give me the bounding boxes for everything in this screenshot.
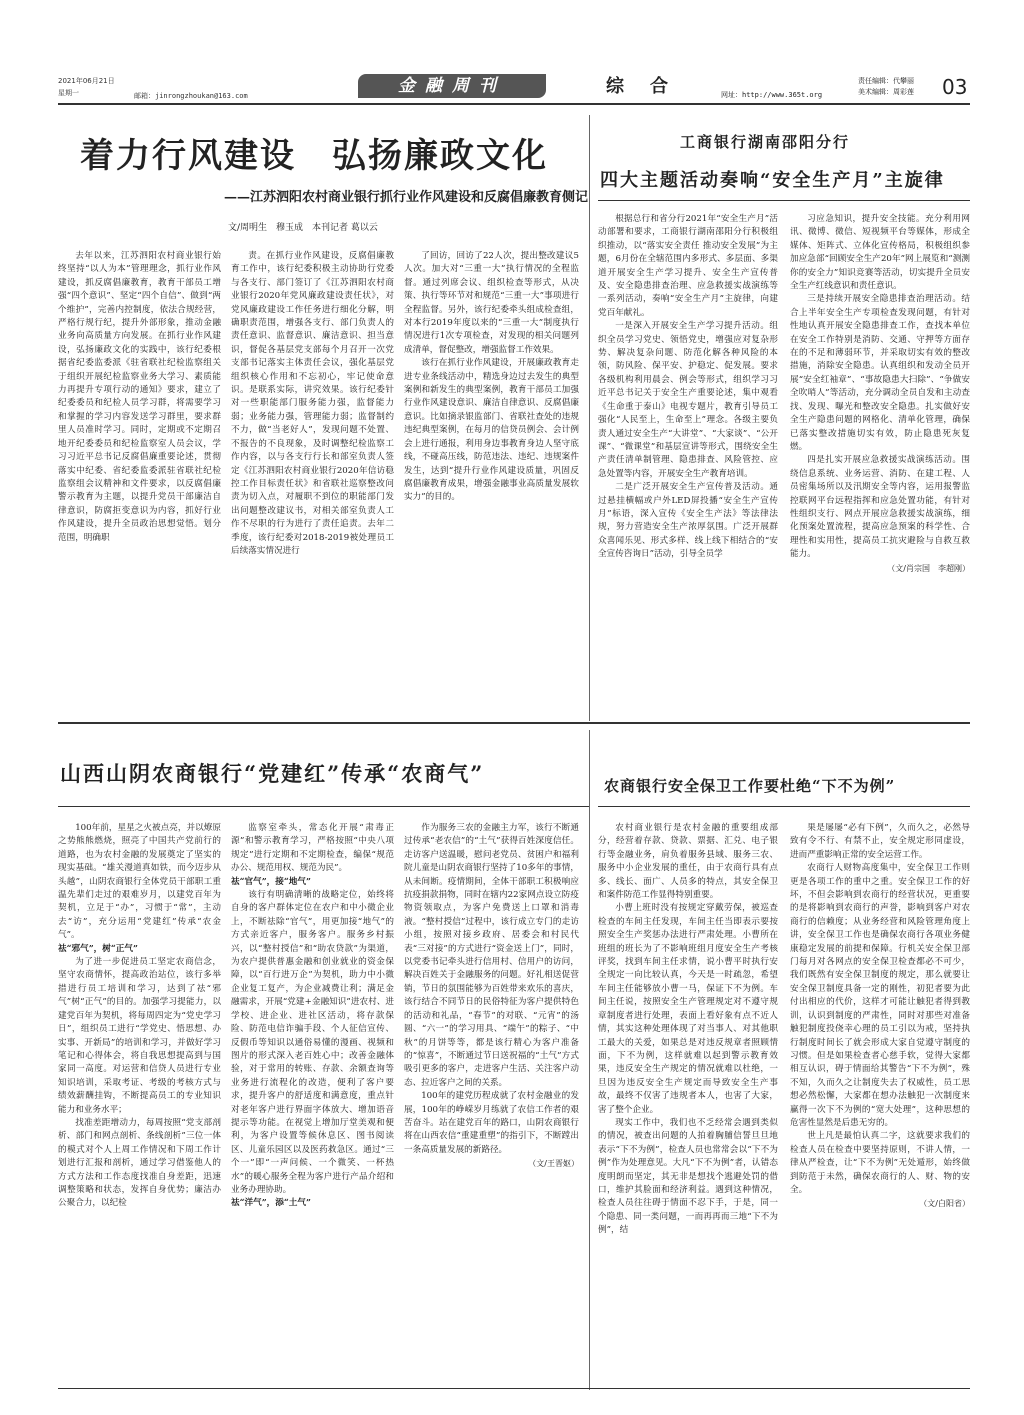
article1-column-2: 责。在抓行业作风建设，反腐倡廉教育工作中，该行纪委积极主动协助行党委与各支行、部门签订了《江苏泗阳农村商业银行2020年党风廉政建设责任状》，对党风廉政建设工作任务进行细化分解，明确职责范围，增强各支行、部门负责人的责任意识、监督意识、廉洁意识、担当意识，督促各基层党支部每个月召开一次党支部书记落实主体责任会议，强化基层党组织核心作用和不忘初心，牢记使命意识。是联系实际，讲究效果。该行纪委针对一些职能部门服务能力强，监督能力弱；业务能力强，管理能力弱；监督制约不力，做“当老好人”，发现问题不处置、不报告的不良现象，及时调整纪检监察工作内容，以与各支行行长和部室负责人签定《江苏泗阳农村商业银行2020年信访稳控工作目标责任状》和省联社巡察整改问责为切入点，对履职不到位的职能部门发出问题整改建议书，对相关部室负责人工作不尽职的行为进行了责任追责。去年二季度，该行纪委对2018-2019被处理员工后续落实情况进行: [231, 251, 394, 556]
footer-rule: [58, 1388, 970, 1389]
article1-subtitle: ——江苏泗阳农村商业银行抓行业作风建设和反腐倡廉教育侧记: [224, 190, 589, 205]
article3-column-2: 监察室牵头，常态化开展“肃毒正源”和警示教育学习，严格按照“中央八项规定”进行定期和不定期检查，编保“规范办公、规范用权、规范为民”。 祛“官气”，接“地气” 该行有明确清晰的战略定位，始终将自身的客户群体定位在农户和中小微企业上，不断祛除“官气”，用更加接“地气”的方式亲近客户，服务客户。服务乡村振兴，以“整村授信”和“助农贷款”为渠道，为农户提供普惠金融和创业就业的资金保障，以“百行进万企”为契机，助力中小微企业复工复产，为企业减费让利；满足金融需求，开展“党建+金融知识”进农村、进学校、进企业、进社区活动，将存款保险、防范电信诈骗手段、个人征信宣传、反假币等知识以通俗易懂的漫画、视频和图片的形式深入老百姓心中；改善金融体验，对于常用的转账、存款、余额查询等业务进行流程化的改造，便利了客户要求，提升客户的舒适度和满意度，重点针对老年客户进行界面字体放大、增加语音提示等功能。在视觉上增加厅堂美观和便利，为客户设置等候休息区、图书阅读区、儿童乐园区以及医药救急区。通过“三个一”即“一声问候、一个微笑、一杯热水”的暖心服务全程为客户进行产品介绍和业务办理协助。 祛“洋气”，添“土气”: [231, 822, 394, 1382]
editor-name: 责任编辑：代攀丽: [858, 77, 914, 85]
article3-column-1: 100年前，星星之火被点亮，并以燎原之势熊熊燃烧，照亮了中国共产党前行的道路，也为农村金融的发展奠定了坚实的现实基础。“雄关漫道真如铁，而今迈步从头越”，山阴农商银行全体党员干部职工重温先辈们走过的艰难岁月，以建党百年为契机，立足于“办”，习惯于“常”，主动去“访”，充分运用“党建红”传承“农金气”。 祛“邪气”，树“正气” 为了进一步促进员工坚定农商信念，坚守农商情怀，提高政治站位，该行多举措进行员工培训和学习，达到了祛“邪气”树“正气”的目的。加强学习提能力，以建党百年为契机，将每周四定为“党史学习日”，组织员工进行“学党史、悟思想、办实事、开新局”的培训和学习，并做好学习笔记和心得体会，将自我思想提高到与国家同一高度。对运营和信贷人员进行专业知识培训，采取考证、考级的考核方式与绩效薪酬挂钩，不断提高员工的专业知识能力和业务水平； 找准差距增动力，每周按照“党支部剖析、部门和网点剖析、条线剖析”三位一体的模式对个人上周工作情况和下周工作计划进行汇报和剖析，通过学习借鉴他人的方式方法和工作态度找准自身差距，迅速调整策略和状态，发挥自身优势；廉洁办公聚合力，以纪检: [58, 823, 221, 1209]
page-header: [58, 74, 970, 102]
article2-title-line2: 四大主题活动奏响“安全生产月”主旋律: [600, 170, 945, 191]
article1-title: 着力行风建设 弘扬廉政文化: [80, 136, 548, 176]
article3-subheading-3: 祛“洋气”，添“土气”: [231, 1198, 311, 1209]
article4-title-rule: [598, 806, 970, 807]
article2-column-1: 根据总行和省分行2021年“安全生产月”活动部署和要求，工商银行湖南邵阳分行积极组织推动，以“落实安全责任 推动安全发展”为主题，6月份在全辖范围内多形式、多层面、多渠道开展安全生产学习提升、安全生产宣传普及、安全隐患排查治理、应急救援实战演练等一系列活动，奏响“安全生产月”主旋律，向建党百年献礼。 一是深入开展安全生产学习提升活动。组织全员学习党史、领悟党史，增强应对复杂形势、解决复杂问题、防范化解各种风险的本领，防风险、保平安、护稳定、促发展。要求各级机构利用晨会、例会等形式，组织学习习近平总书记关于安全生产重要论述，集中观看《生命重于泰山》电视专题片，教育引导员工强化“人民至上，生命至上”理念。各级主要负责人通过安全生产“大讲堂”、“大家谈”、“公开课”、“微课堂”和基层宣讲等形式，围绕安全生产责任清单制管理、隐患排查、风险管控、应急处置等内容，开展安全生产教育培训。 二是广泛开展安全生产宣传普及活动。通过悬挂横幅或户外LED屏投播“安全生产宣传月”标语，深入宣传《安全生产法》等法律法规，努力营造安全生产浓厚氛围。广泛开展群众喜闻乐见、形式多样、线上线下相结合的“安全宣传咨询日”活动，引导全员学: [598, 214, 778, 560]
article2-title-rule: [598, 200, 970, 201]
page-number: 03: [942, 75, 968, 99]
article2-signature: （文/肖宗国 李超刚）: [887, 563, 970, 573]
art-editor-name: 美术编辑：周彩莲: [858, 88, 914, 96]
issue-weekday: 星期一: [58, 89, 79, 97]
article3-title: 山西山阴农商银行“党建红”传承“农商气”: [60, 761, 485, 786]
column-divider: [589, 115, 590, 721]
article4-signature: （文/白阳省）: [919, 1199, 970, 1209]
article2-column-2: 习应急知识，提升安全技能。充分利用网讯、微博、微信、短视频平台等媒体，形成全媒体、矩阵式、立体化宣传格局，积极组织参加应急部“回顾安全生产20年”网上展览和“测测你的安全力”知识竞赛等活动，切实提升全员安全生产红线意识和责任意识。 三是持续开展安全隐患排查治理活动。结合上半年安全生产专项检查发现问题，有针对性地认真开展安全隐患排查工作，查找本单位在安全工作特别是消防、交通、守押等方面存在的不足和薄弱环节，并采取切实有效的整改措施，消除安全隐患。认真组织和发动全员开展“安全红袖章”、“事故隐患大扫除”、“争做安全吹哨人”等活动，充分调动全员自发和主动查找、发现、曝光和整改安全隐患。扎实做好安全生产隐患问题的网格化、清单化管理，确保已落实整改措施切实有效，防止隐患死灰复燃。 四是扎实开展应急救援实战演练活动。围绕信息系统、业务运营、消防、在建工程、人员密集场所以及汛期安全等内容，运用报警监控联网平台远程指挥和应急处置功能，有针对性组织支行、网点开展应急救援实战演练，细化预案处置流程，提高应急预案的科学性、合理性和实用性，提高员工抗灾避险与自救互救能力。 （文/肖宗国 李超刚）: [790, 213, 970, 693]
article1-byline: 文/周明生 穆玉成 本刊记者 葛以云: [228, 223, 378, 233]
article4-column-1: 农村商业银行是农村金融的重要组成部分，经营着存款、贷款、票据、汇兑、电子银行等金融业务，肩负着服务县域、服务三农、服务中小企业发展的重任，由于农商行具有点多、线长、面广、人员多的特点，其安全保卫和案件防范工作显得特别重要。 小曹上班时没有按规定穿戴劳保，被巡查检查的车间主任发现，车间主任当即表示要按照安全生产奖惩办法进行严肃处理。小曹所在班组的班长为了不影响班组月度安全生产考核评奖，找到车间主任求情，说小曹平时执行安全规定一向比较认真，今天是一时疏忽，希望车间主任能够放小曹一马，保证下不为例。车间主任说，按照安全生产管理规定对不遵守规章制度者进行处理，表面上看好象有点不近人情，其实这种处理体现了对当事人、对其他职工最大的关爱，如果总是对违反规章者照顾情面，下不为例，这样就难以起到警示教育效果，违反安全生产规定的情况就难以杜绝，一旦因为违反安全生产规定而导致安全生产事故，最终不仅害了违规者本人，也害了大家，害了整个企业。 现实工作中，我们也不乏经常会遇到类似的情况，被查出问题的人拍着胸脯信誓旦旦地表示“下不为例”，检查人员也常常会以“下不为例”作为处理意见。大凡“下不为例”者，认错态度明朗而坚定，其无非是想找个逃避处罚的借口，维护其脸面和经济利益。遇到这种情况，检查人员往往碍于情面不忍下手，于是，同一个隐患、同一类问题，一而再再而三地“下不为例”，结: [598, 823, 778, 1236]
article3-column-3: 作为服务三农的金融主力军，该行不断通过传承“老农信”的“土气”获得百姓深度信任。走访客户送温暖，慰问老党员、贫困户和福利院儿童是山阴农商银行坚持了10多年的事情，从未间断。疫情期间，全体干部职工积极响应抗疫捐款捐物，同时在辖内22家网点设立防疫物资领取点，为客户免费送上口罩和消毒液。“整村授信”过程中，该行成立专门的走访小组，按照对接乡政府、居委会和村民代表“三对接”的方式进行“资金送上门”，同时，以党委书记牵头进行信用村、信用户的访问，解决百姓关于金融服务的问题。好礼相送促营销，节日的氛围能够为百姓带来欢乐的喜庆，该行结合不同节日的民俗特征为客户提供特色的活动和礼品，“春节”的对联、“元宵”的汤圆、“六一”的学习用具、“端午”的粽子、“中秋”的月饼等等，都是该行精心为客户准备的“惊喜”，不断通过节日送祝福的“土气”方式吸引更多的客户，走进客户生活、关注客户动态、拉近客户之间的关系。 100年的建党历程成就了农村金融业的发展，100年的峥嵘岁月练就了农信工作者的艰苦奋斗。站在建党百年的路口，山阴农商银行将在山西农信“重建重塑”的指引下，不断蹚出一条高质量发展的新路径。 （文/王晋妪）: [404, 822, 579, 1382]
article3-signature: （文/王晋妪）: [528, 1159, 579, 1169]
section-title: 综合: [606, 76, 694, 97]
article2-title-line1: 工商银行湖南邵阳分行: [680, 133, 851, 151]
article4-title: 农商银行安全保卫工作要杜绝“下不为例”: [604, 777, 896, 795]
article1-column-3: 了回访，回访了22人次，提出整改建议5人次。加大对“三重一大”执行情况的全程监督。通过列席会议、组织检查等形式，从决策、执行等环节对和规范“三重一大”事项进行全程监督。另外，该行纪委牵头组成检查组，对本行2019年度以来的“三重一大”制度执行情况进行1次专项检查，对发现的相关问题列成清单，督促整改，增强监督工作效果。 该行在抓行业作风建设，开展廉政教育走进专业条线活动中，精选身边过去发生的典型案例和新发生的典型案例，教育干部员工加强行业作风建设意识、廉洁自律意识、反腐倡廉意识。比如摘录银监部门、省联社查处的违规违纪典型案例，在每月的信贷员例会、会计例会上进行通报，利用身边事教育身边人坚守底线，不碰高压线，防范违法、违纪、违规案件发生，达到“提升行业作风建设质量，巩固反腐倡廉教育成果，增强金融事业高质量发展软实力”的目的。: [404, 251, 579, 503]
website-url: 网址：http://www.365t.org: [721, 91, 823, 99]
issue-date: 2021年06月21日: [58, 77, 115, 85]
article3-title-rule: [58, 806, 590, 807]
article3-subheading-2: 祛“官气”，接“地气”: [231, 876, 311, 887]
article4-column-2: 果是屡屡“必有下例”，久而久之，必然导致有令不行、有禁不止，安全规定形同虚设，进而严重影响正常的安全运营工作。 农商行人财物高度集中，安全保卫工作则更是各项工作的重中之重。安全保卫工作的好坏，不但会影响到农商行的经营状况，更重要的是将影响到农商行的声誉，影响到客户对农商行的信赖度；从业务经营和风险管理角度上讲，安全保卫工作也是确保农商行各项业务健康稳定发展的前提和保障。行机关安全保卫部门每月对各网点的安全保卫检查都必不可少，我们既然有安全保卫制度的规定，那么就要让安全保卫制度具备一定的刚性，初犯者要为此付出相应的代价，这样才可能让触犯者得到教训，认识到制度的严肃性，同时对那些对准备触犯制度投侥幸心理的员工引以为戒，坚持执行制度时间长了就会形成大家自觉遵守制度的习惯。但是如果检查者心慈手软，觉得大家都相互认识，碍于情面给其警告“下不为例”，殊不知，久而久之让制度失去了权威性，员工思想必然松懈，大家都在想办法触犯一次制度来赢得一次下不为例的“宽大处理”，这种思想的危害性显然是后患无穷的。 世上凡是最怕认真二字，这就要求我们的检查人员在检查中要坚持原则，不讲人情，一律从严检查，让“下不为例”无处遁形，始终做到防范于未然，确保农商行的人、财、物的安全。 （文/白阳省）: [790, 822, 970, 1382]
editor-credits: [858, 76, 914, 98]
middle-rule: [58, 722, 970, 724]
article1-column-1: 去年以来，江苏泗阳农村商业银行始终坚持“以人为本”管理理念，抓行业作风建设，抓反腐倡廉教育，教育干部员工增强“四个意识”、坚定“四个自信”、做到“两个维护”，完善内控制度，依法合规经营，严格行规行纪，提升外部形象，推动金融业务向高质量方向发展。在抓行业作风建设，弘扬廉政文化的实践中，该行纪委根据省纪委监委派《驻省联社纪检监察组关于组织开展纪检监察业务大学习、素质能力再提升专项行动的通知》要求，建立了纪委委员和纪检人员学习群，将需要学习和掌握的学习内容发送学习群里，要求群里人员准时学习。同时，定期或不定期召地开纪委委员和纪检监察室人员会议，学习习近平总书记反腐倡廉重要论述，贯彻落实中纪委、省纪委监委派驻省联社纪检监察组会议精神和文件要求，以反腐倡廉警示教育为主题，以提升党员干部廉洁自律意识，防腐拒变意识为内容，抓好行业作风建设，提升全员政治思想觉悟。划分范围，明确职: [58, 251, 221, 543]
column-divider-lower: [589, 730, 590, 1390]
email-address: 邮箱：jinrongzhoukan@163.com: [134, 92, 248, 100]
header-rule: [58, 103, 970, 105]
masthead-logo: 金融周刊: [358, 74, 546, 98]
article3-subheading-1: 祛“邪气”，树“正气”: [58, 943, 138, 954]
